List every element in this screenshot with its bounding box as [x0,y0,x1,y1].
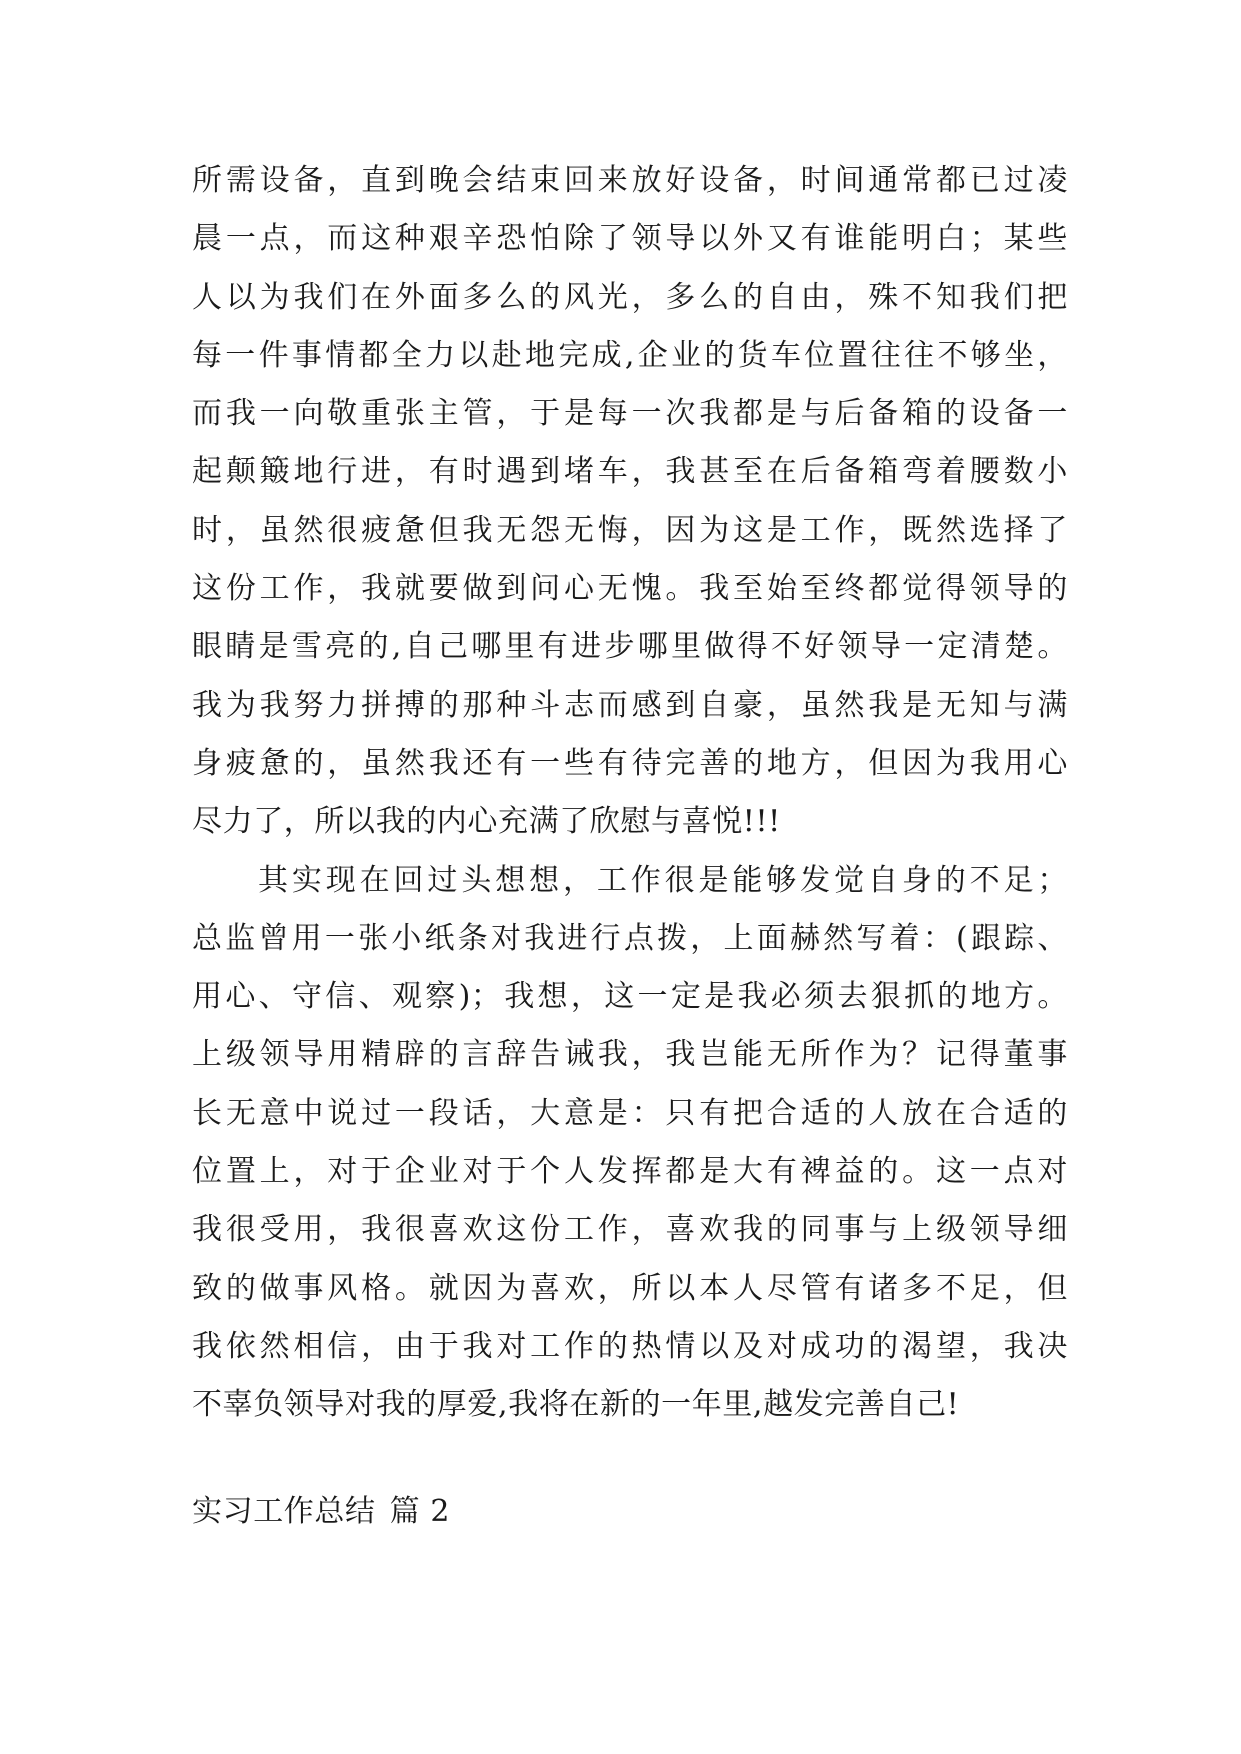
paragraph-line: 位置上，对于企业对于个人发挥都是大有裨益的。这一点对 [192,1154,1068,1190]
paragraph-line: 所需设备，直到晚会结束回来放好设备，时间通常都已过凌 [192,163,1068,198]
section-title: 实习工作总结 [192,1494,376,1529]
body-text [192,162,1092,1445]
paragraph-line: 身疲惫的，虽然我还有一些有待完善的地方，但因为我用心 [192,745,1068,781]
paragraph-line: 上级领导用精辟的言辞告诫我，我岂能无所作为？记得董事 [192,1037,1068,1073]
paragraph-line: 我依然相信，由于我对工作的热情以及对成功的渴望，我决 [192,1328,1068,1364]
section-number: 篇 2 [389,1494,451,1529]
paragraph-line: 眼睛是雪亮的,自己哪里有进步哪里做得不好领导一定清楚。 [192,629,1068,665]
paragraph-line: 尽力了，所以我的内心充满了欣慰与喜悦!!! [192,804,781,840]
paragraph-line: 晨一点，而这种艰辛恐怕除了领导以外又有谁能明白；某些 [192,221,1068,257]
paragraph-line: 长无意中说过一段话，大意是：只有把合适的人放在合适的 [192,1095,1068,1131]
paragraph-line: 总监曾用一张小纸条对我进行点拨，上面赫然写着：(跟踪、 [192,920,1068,956]
paragraph-line: 每一件事情都全力以赴地完成,企业的货车位置往往不够坐， [192,337,1068,373]
paragraph-line: 起颠簸地行进，有时遇到堵车，我甚至在后备箱弯着腰数小 [192,454,1068,490]
paragraph-line: 我很受用，我很喜欢这份工作，喜欢我的同事与上级领导细 [192,1212,1068,1248]
paragraph-line: 不辜负领导对我的厚爱,我将在新的一年里,越发完善自己! [192,1387,960,1423]
paragraph-line: 人以为我们在外面多么的风光，多么的自由，殊不知我们把 [192,279,1068,315]
paragraph-line: 时，虽然很疲惫但我无怨无悔，因为这是工作，既然选择了 [192,512,1068,548]
paragraph-line: 致的做事风格。就因为喜欢，所以本人尽管有诸多不足，但 [192,1270,1068,1306]
paragraph-line: 用心、守信、观察)；我想，这一定是我必须去狠抓的地方。 [192,979,1068,1015]
section-heading [192,1493,450,1531]
paragraph-first-line: 其实现在回过头想想，工作很是能够发觉自身的不足； [258,862,1068,898]
paragraph-line: 而我一向敬重张主管，于是每一次我都是与后备箱的设备一 [192,396,1068,432]
paragraph-line: 这份工作，我就要做到问心无愧。我至始至终都觉得领导的 [192,571,1068,607]
paragraph-line: 我为我努力拼搏的那种斗志而感到自豪，虽然我是无知与满 [192,687,1068,723]
